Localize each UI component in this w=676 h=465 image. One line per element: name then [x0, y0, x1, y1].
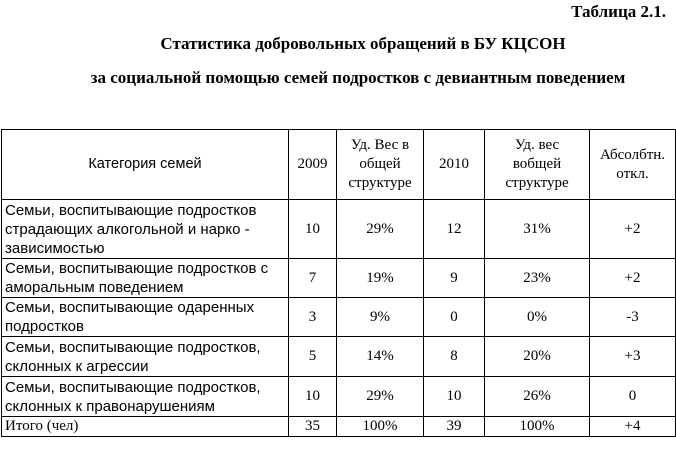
- header-share-2010: Уд. вес вобщей структуре: [485, 130, 590, 200]
- row-share-2010: 20%: [485, 337, 590, 377]
- row-2009: 10: [289, 377, 337, 417]
- row-share-2010: 23%: [485, 259, 590, 298]
- row-abs: +2: [590, 259, 676, 298]
- total-share-2009: 100%: [337, 417, 424, 437]
- row-share-2009: 19%: [337, 259, 424, 298]
- total-label: Итого (чел): [2, 417, 289, 437]
- row-category: Семьи, воспитывающие одаренных подростков: [2, 298, 289, 337]
- row-category: Семьи, воспитывающие подростков с аморальным поведением: [2, 259, 289, 298]
- table-header-row: [2, 130, 676, 200]
- table-row: [2, 259, 676, 298]
- table-row: [2, 200, 676, 259]
- row-share-2009: 14%: [337, 337, 424, 377]
- statistics-table: [1, 129, 676, 437]
- row-2010: 12: [424, 200, 485, 259]
- row-category: Семьи, воспитывающие подростков, склонных к агрессии: [2, 337, 289, 377]
- total-2010: 39: [424, 417, 485, 437]
- document-subtitle: за социальной помощью семей подростков с девиантным поведением: [90, 68, 626, 87]
- row-share-2009: 9%: [337, 298, 424, 337]
- row-share-2009: 29%: [337, 200, 424, 259]
- row-share-2009: 29%: [337, 377, 424, 417]
- row-abs: 0: [590, 377, 676, 417]
- row-share-2010: 26%: [485, 377, 590, 417]
- row-share-2010: 0%: [485, 298, 590, 337]
- row-2010: 0: [424, 298, 485, 337]
- row-2010: 8: [424, 337, 485, 377]
- header-2009: 2009: [289, 130, 337, 200]
- row-2009: 7: [289, 259, 337, 298]
- total-2009: 35: [289, 417, 337, 437]
- row-abs: -3: [590, 298, 676, 337]
- row-share-2010: 31%: [485, 200, 590, 259]
- document-title: Статистика добровольных обращений в БУ КЦСОН: [160, 34, 566, 53]
- row-category: Семьи, воспитывающие подростков страдающих алкогольной и нарко - зависимостью: [2, 200, 289, 259]
- table-row: [2, 377, 676, 417]
- row-2009: 10: [289, 200, 337, 259]
- header-2010: 2010: [424, 130, 485, 200]
- header-abs-deviation: Абсолбтн. откл.: [590, 130, 676, 200]
- row-2009: 5: [289, 337, 337, 377]
- table-caption: Таблица 2.1.: [571, 2, 666, 21]
- row-abs: +3: [590, 337, 676, 377]
- row-category: Семьи, воспитывающие подростков, склонных к правонарушениям: [2, 377, 289, 417]
- total-share-2010: 100%: [485, 417, 590, 437]
- row-abs: +2: [590, 200, 676, 259]
- header-category: Категория семей: [2, 130, 289, 200]
- header-share-2009: Уд. Вес в общей структуре: [337, 130, 424, 200]
- total-abs: +4: [590, 417, 676, 437]
- table-row: [2, 298, 676, 337]
- row-2009: 3: [289, 298, 337, 337]
- table-total-row: [2, 417, 676, 437]
- row-2010: 9: [424, 259, 485, 298]
- row-2010: 10: [424, 377, 485, 417]
- table-row: [2, 337, 676, 377]
